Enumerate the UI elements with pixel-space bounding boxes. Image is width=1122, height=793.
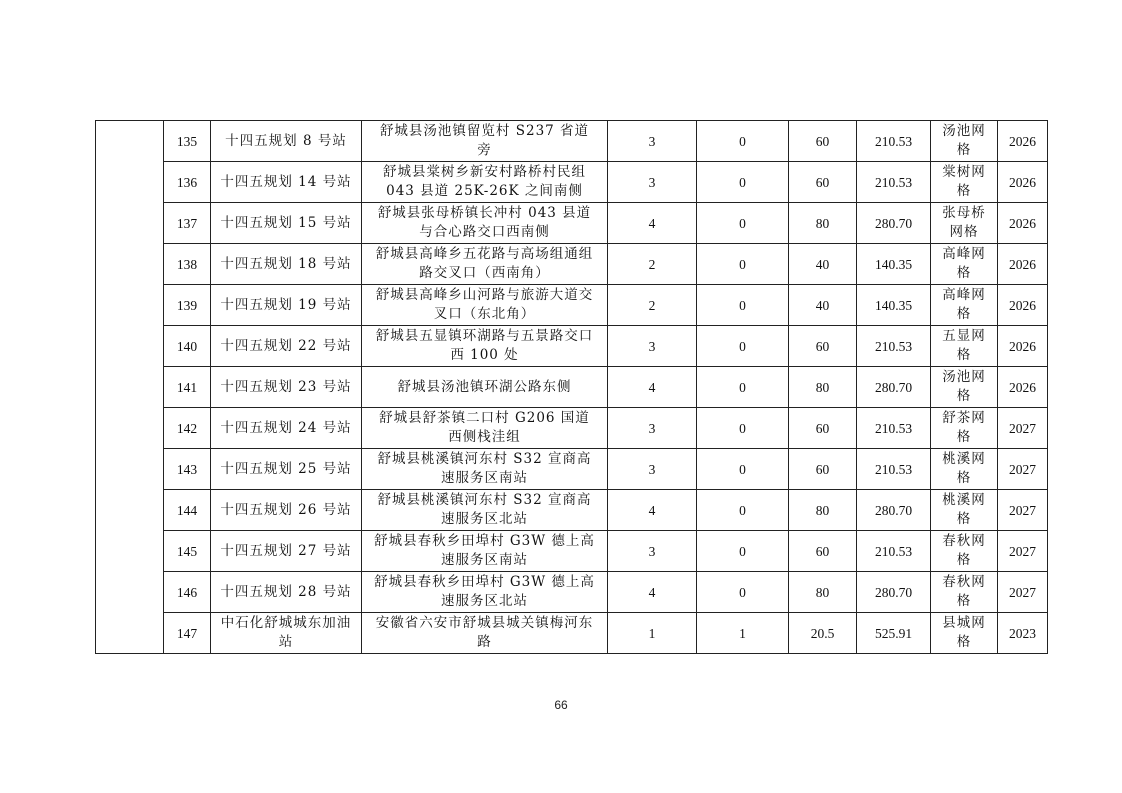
station-name-cell <box>211 367 362 408</box>
count-c-cell <box>789 613 857 654</box>
count-d-cell <box>857 203 931 244</box>
grid-name: 张母桥网格 <box>942 205 986 240</box>
grid-name: 汤池网格 <box>942 123 986 158</box>
count-b: 0 <box>739 543 746 559</box>
grid-name: 桃溪网格 <box>942 451 986 486</box>
count-d-cell <box>857 613 931 654</box>
count-a: 4 <box>648 215 656 231</box>
year-cell <box>998 613 1048 654</box>
station-name-cell <box>211 162 362 203</box>
count-d: 280.70 <box>874 215 913 231</box>
year-cell <box>998 367 1048 408</box>
year-cell <box>998 244 1048 285</box>
count-a-cell <box>608 326 697 367</box>
row-number: 146 <box>176 584 198 600</box>
station-address-cell <box>362 449 608 490</box>
count-d-cell <box>857 531 931 572</box>
grid-name-cell <box>931 367 998 408</box>
station-name: 十四五规划 23 号站 <box>220 378 352 395</box>
year-cell <box>998 121 1048 162</box>
station-name: 十四五规划 28 号站 <box>220 583 352 600</box>
count-d: 280.70 <box>874 584 913 600</box>
table-row <box>96 572 1048 613</box>
table-row <box>96 203 1048 244</box>
row-number-cell <box>164 285 211 326</box>
year: 2027 <box>1009 461 1036 477</box>
count-c: 80 <box>815 502 830 518</box>
station-name: 十四五规划 14 号站 <box>220 173 352 190</box>
count-a-cell <box>608 408 697 449</box>
year-cell <box>998 449 1048 490</box>
table-row <box>96 531 1048 572</box>
count-a-cell <box>608 203 697 244</box>
count-c: 60 <box>815 174 830 190</box>
count-d-cell <box>857 326 931 367</box>
station-address-cell <box>362 490 608 531</box>
year: 2027 <box>1009 420 1036 436</box>
page-number: 66 <box>554 698 568 712</box>
count-d-cell <box>857 490 931 531</box>
station-address: 舒城县棠树乡新安村路桥村民组 043 县道 25K-26K 之间南侧 <box>383 164 586 199</box>
row-number: 135 <box>176 133 198 149</box>
count-b: 0 <box>739 461 746 477</box>
count-c: 60 <box>815 133 830 149</box>
year-cell <box>998 531 1048 572</box>
count-b-cell <box>697 162 789 203</box>
count-a-cell <box>608 490 697 531</box>
count-a-cell <box>608 285 697 326</box>
count-d-cell <box>857 162 931 203</box>
count-a-cell <box>608 162 697 203</box>
grid-name-cell <box>931 408 998 449</box>
count-b: 0 <box>739 133 746 149</box>
count-a-cell <box>608 244 697 285</box>
count-c-cell <box>789 531 857 572</box>
table-row <box>96 285 1048 326</box>
count-b-cell <box>697 531 789 572</box>
count-d: 210.53 <box>874 338 913 354</box>
row-number: 143 <box>176 461 198 477</box>
grid-name: 县城网格 <box>942 615 986 650</box>
grid-name-cell <box>931 162 998 203</box>
count-b-cell <box>697 203 789 244</box>
grid-name-cell <box>931 121 998 162</box>
table-row <box>96 490 1048 531</box>
year-cell <box>998 326 1048 367</box>
year: 2027 <box>1009 584 1036 600</box>
count-b: 1 <box>739 625 746 641</box>
count-d: 140.35 <box>874 297 913 313</box>
count-c-cell <box>789 244 857 285</box>
count-b: 0 <box>739 174 746 190</box>
station-address-cell <box>362 613 608 654</box>
count-d-cell <box>857 121 931 162</box>
count-b-cell <box>697 572 789 613</box>
count-b: 0 <box>739 584 746 600</box>
count-d: 210.53 <box>874 420 913 436</box>
station-name-cell <box>211 449 362 490</box>
count-c: 40 <box>815 297 830 313</box>
count-d: 210.53 <box>874 174 913 190</box>
count-c-cell <box>789 203 857 244</box>
grid-name: 桃溪网格 <box>942 492 986 527</box>
count-c: 60 <box>815 461 830 477</box>
count-c-cell <box>789 121 857 162</box>
station-name: 十四五规划 24 号站 <box>220 419 352 436</box>
year: 2023 <box>1009 625 1036 641</box>
count-d-cell <box>857 449 931 490</box>
year: 2026 <box>1009 215 1036 231</box>
count-a-cell <box>608 572 697 613</box>
row-number: 145 <box>176 543 198 559</box>
count-c: 80 <box>815 215 830 231</box>
count-a: 2 <box>648 297 656 313</box>
grid-name-cell <box>931 449 998 490</box>
year: 2026 <box>1009 297 1036 313</box>
year: 2026 <box>1009 338 1036 354</box>
count-c-cell <box>789 490 857 531</box>
count-c-cell <box>789 285 857 326</box>
count-c: 20.5 <box>810 625 835 641</box>
count-d-cell <box>857 244 931 285</box>
count-c: 60 <box>815 338 830 354</box>
table-row <box>96 367 1048 408</box>
station-address-cell <box>362 367 608 408</box>
count-d-cell <box>857 408 931 449</box>
row-number-cell <box>164 162 211 203</box>
row-number: 137 <box>176 215 198 231</box>
station-name: 十四五规划 19 号站 <box>220 296 352 313</box>
station-address: 安徽省六安市舒城县城关镇梅河东路 <box>375 615 594 650</box>
count-c: 80 <box>815 379 830 395</box>
count-a: 1 <box>648 625 656 641</box>
station-address-cell <box>362 121 608 162</box>
grid-name-cell <box>931 490 998 531</box>
table-row <box>96 449 1048 490</box>
table-row <box>96 244 1048 285</box>
row-number-cell <box>164 203 211 244</box>
table-row <box>96 121 1048 162</box>
count-a: 3 <box>648 174 656 190</box>
station-address: 舒城县春秋乡田埠村 G3W 德上高速服务区南站 <box>374 533 595 568</box>
merged-category-cell <box>96 121 164 654</box>
count-a: 4 <box>648 502 656 518</box>
grid-name-cell <box>931 326 998 367</box>
count-c: 40 <box>815 256 830 272</box>
row-number-cell <box>164 613 211 654</box>
row-number: 139 <box>176 297 198 313</box>
count-b-cell <box>697 449 789 490</box>
count-d: 140.35 <box>874 256 913 272</box>
year-cell <box>998 162 1048 203</box>
row-number-cell <box>164 121 211 162</box>
station-address: 舒城县舒茶镇二口村 G206 国道西侧栈洼组 <box>379 410 590 445</box>
row-number: 142 <box>176 420 198 436</box>
count-d-cell <box>857 572 931 613</box>
count-c-cell <box>789 367 857 408</box>
count-c-cell <box>789 449 857 490</box>
station-address-cell <box>362 285 608 326</box>
station-address: 舒城县高峰乡山河路与旅游大道交叉口（东北角） <box>375 287 594 322</box>
grid-name: 五显网格 <box>942 328 986 363</box>
station-address: 舒城县汤池镇留览村 S237 省道旁 <box>379 123 590 158</box>
station-address-cell <box>362 531 608 572</box>
station-address: 舒城县张母桥镇长冲村 043 县道与合心路交口西南侧 <box>377 205 592 240</box>
count-b-cell <box>697 121 789 162</box>
count-d-cell <box>857 285 931 326</box>
grid-name: 高峰网格 <box>942 246 986 281</box>
station-address: 舒城县高峰乡五花路与高场组通组路交叉口（西南角） <box>375 246 594 281</box>
station-name-cell <box>211 408 362 449</box>
station-name: 十四五规划 22 号站 <box>220 337 352 354</box>
count-b-cell <box>697 408 789 449</box>
count-a: 3 <box>648 543 656 559</box>
count-b: 0 <box>739 297 746 313</box>
station-address-cell <box>362 326 608 367</box>
count-d: 280.70 <box>874 502 913 518</box>
station-name: 十四五规划 27 号站 <box>220 542 352 559</box>
count-a: 3 <box>648 420 656 436</box>
table-row <box>96 326 1048 367</box>
row-number-cell <box>164 367 211 408</box>
row-number-cell <box>164 326 211 367</box>
grid-name-cell <box>931 613 998 654</box>
row-number-cell <box>164 490 211 531</box>
station-name: 中石化舒城城东加油站 <box>220 615 352 650</box>
count-d: 280.70 <box>874 379 913 395</box>
station-address: 舒城县汤池镇环湖公路东侧 <box>397 378 572 395</box>
grid-name-cell <box>931 244 998 285</box>
row-number: 136 <box>176 174 198 190</box>
station-name-cell <box>211 203 362 244</box>
row-number: 141 <box>176 379 198 395</box>
grid-name-cell <box>931 285 998 326</box>
count-a-cell <box>608 531 697 572</box>
count-c: 60 <box>815 543 830 559</box>
count-b-cell <box>697 613 789 654</box>
count-b: 0 <box>739 502 746 518</box>
year: 2026 <box>1009 256 1036 272</box>
year-cell <box>998 490 1048 531</box>
year: 2026 <box>1009 379 1036 395</box>
station-address-cell <box>362 162 608 203</box>
count-d-cell <box>857 367 931 408</box>
row-number: 140 <box>176 338 198 354</box>
year-cell <box>998 285 1048 326</box>
count-b-cell <box>697 285 789 326</box>
count-a: 3 <box>648 338 656 354</box>
station-name-cell <box>211 121 362 162</box>
year: 2027 <box>1009 502 1036 518</box>
grid-name: 舒茶网格 <box>942 410 986 445</box>
count-b: 0 <box>739 338 746 354</box>
year: 2026 <box>1009 174 1036 190</box>
row-number-cell <box>164 572 211 613</box>
station-address: 舒城县桃溪镇河东村 S32 宣商高速服务区北站 <box>377 492 592 527</box>
grid-name: 棠树网格 <box>942 164 986 199</box>
count-b-cell <box>697 244 789 285</box>
table-row <box>96 162 1048 203</box>
station-name: 十四五规划 26 号站 <box>220 501 352 518</box>
count-d: 525.91 <box>874 625 913 641</box>
count-c-cell <box>789 162 857 203</box>
station-address: 舒城县春秋乡田埠村 G3W 德上高速服务区北站 <box>374 574 595 609</box>
count-b: 0 <box>739 215 746 231</box>
count-a: 2 <box>648 256 656 272</box>
count-a-cell <box>608 613 697 654</box>
station-table <box>95 120 1048 654</box>
count-a-cell <box>608 121 697 162</box>
count-c-cell <box>789 408 857 449</box>
station-address: 舒城县五显镇环湖路与五景路交口西 100 处 <box>375 328 594 363</box>
grid-name: 春秋网格 <box>942 574 986 609</box>
station-name: 十四五规划 8 号站 <box>225 132 347 149</box>
count-c-cell <box>789 572 857 613</box>
station-name: 十四五规划 15 号站 <box>220 214 352 231</box>
row-number-cell <box>164 244 211 285</box>
count-b: 0 <box>739 256 746 272</box>
grid-name-cell <box>931 203 998 244</box>
year: 2026 <box>1009 133 1036 149</box>
count-c: 60 <box>815 420 830 436</box>
count-b: 0 <box>739 420 746 436</box>
station-name-cell <box>211 531 362 572</box>
station-name-cell <box>211 326 362 367</box>
row-number-cell <box>164 408 211 449</box>
row-number-cell <box>164 449 211 490</box>
count-c-cell <box>789 326 857 367</box>
station-name: 十四五规划 25 号站 <box>220 460 352 477</box>
year-cell <box>998 572 1048 613</box>
row-number: 138 <box>176 256 198 272</box>
station-name-cell <box>211 572 362 613</box>
count-c: 80 <box>815 584 830 600</box>
station-address-cell <box>362 572 608 613</box>
station-address-cell <box>362 244 608 285</box>
station-name-cell <box>211 285 362 326</box>
grid-name-cell <box>931 531 998 572</box>
station-name-cell <box>211 244 362 285</box>
table-row <box>96 613 1048 654</box>
grid-name: 春秋网格 <box>942 533 986 568</box>
count-b-cell <box>697 367 789 408</box>
station-address-cell <box>362 203 608 244</box>
row-number-cell <box>164 531 211 572</box>
count-a: 3 <box>648 461 656 477</box>
year-cell <box>998 408 1048 449</box>
station-name-cell <box>211 613 362 654</box>
grid-name-cell <box>931 572 998 613</box>
table-row <box>96 408 1048 449</box>
count-a: 4 <box>648 584 656 600</box>
count-b-cell <box>697 326 789 367</box>
count-a-cell <box>608 449 697 490</box>
count-a: 4 <box>648 379 656 395</box>
grid-name: 高峰网格 <box>942 287 986 322</box>
row-number: 144 <box>176 502 198 518</box>
station-name-cell <box>211 490 362 531</box>
station-name: 十四五规划 18 号站 <box>220 255 352 272</box>
count-b-cell <box>697 490 789 531</box>
station-address-cell <box>362 408 608 449</box>
station-address: 舒城县桃溪镇河东村 S32 宣商高速服务区南站 <box>377 451 592 486</box>
count-d: 210.53 <box>874 133 913 149</box>
row-number: 147 <box>176 625 198 641</box>
count-a: 3 <box>648 133 656 149</box>
grid-name: 汤池网格 <box>942 369 986 404</box>
year: 2027 <box>1009 543 1036 559</box>
count-a-cell <box>608 367 697 408</box>
count-d: 210.53 <box>874 461 913 477</box>
year-cell <box>998 203 1048 244</box>
count-d: 210.53 <box>874 543 913 559</box>
count-b: 0 <box>739 379 746 395</box>
